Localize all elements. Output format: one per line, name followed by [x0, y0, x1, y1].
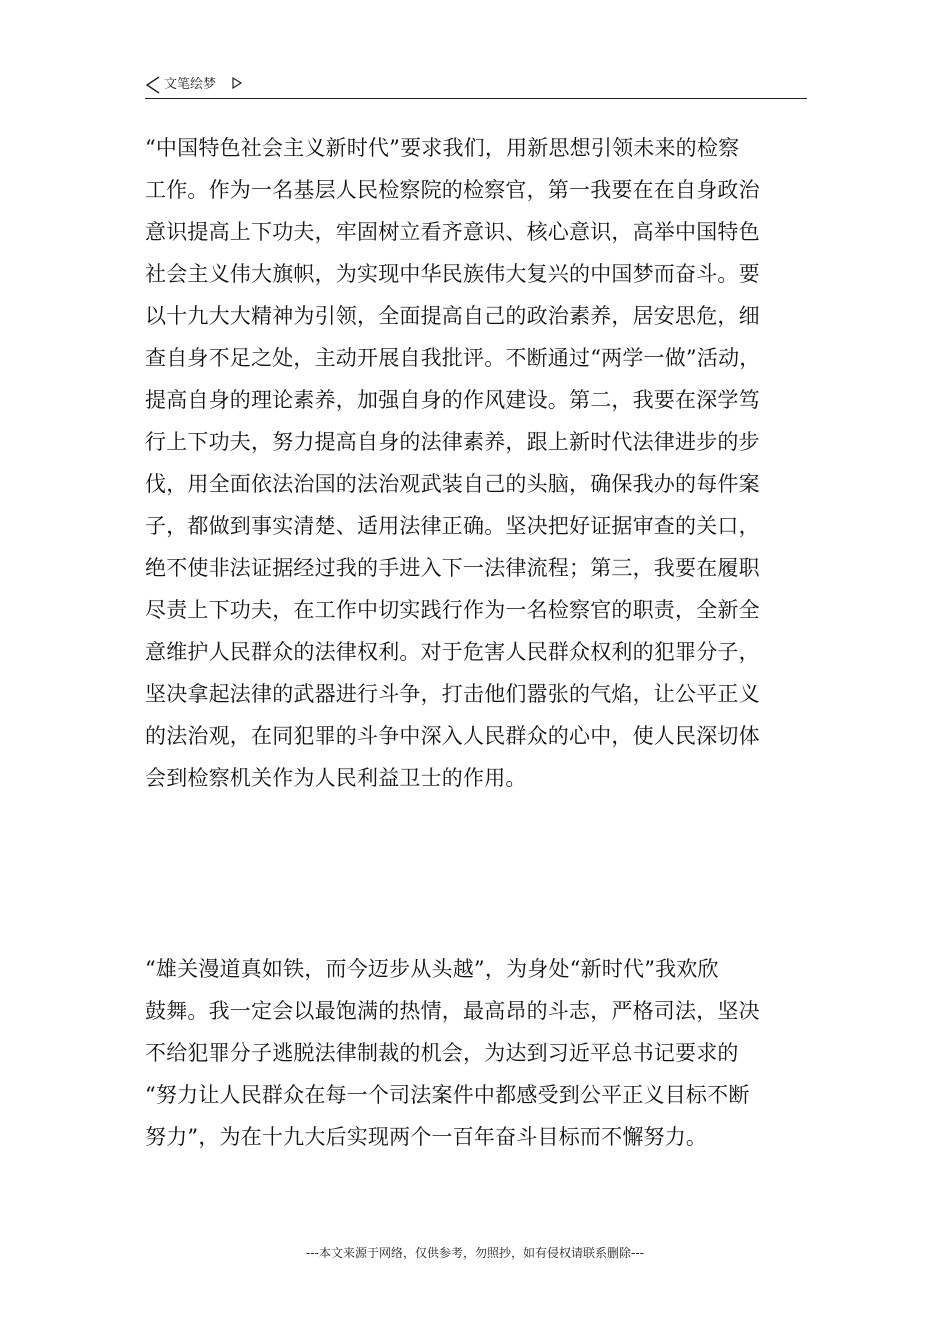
paragraph-line: 社会主义伟大旗帜，为实现中华民族伟大复兴的中国梦而奋斗。要: [145, 262, 760, 286]
paragraph-line: 不给犯罪分子逃脱法律制裁的机会，为达到习近平总书记要求的: [145, 1041, 739, 1065]
paragraph-line: 行上下功夫，努力提高自身的法律素养，跟上新时代法律进步的步: [145, 430, 760, 454]
paragraph-line: 努力”，为在十九大后实现两个一百年奋斗目标而不懈努力。: [145, 1125, 708, 1149]
paragraph-line: “中国特色社会主义新时代”要求我们，用新思想引领未来的检察: [145, 136, 740, 160]
page-footer: ---本文来源于网络，仅供参考，勿照抄，如有侵权请联系删除---: [306, 1246, 644, 1260]
body-paragraph-1: [145, 127, 815, 799]
paragraph-line: 尽责上下功夫，在工作中切实践行作为一名检察官的职责，全新全: [145, 598, 760, 622]
paragraph-line: 提高自身的理论素养，加强自身的作风建设。第二，我要在深学笃: [145, 388, 760, 412]
paragraph-line: 的法治观，在同犯罪的斗争中深入人民群众的心中，使人民深切体: [145, 724, 760, 748]
paragraph-line: 伐，用全面依法治国的法治观武装自己的头脑，确保我办的每件案: [145, 472, 760, 496]
body-paragraph-2: [145, 948, 815, 1158]
triangle-right-icon: [231, 77, 243, 89]
paragraph-line: 子，都做到事实清楚、适用法律正确。坚决把好证据审查的关口，: [145, 514, 760, 538]
paragraph-line: 鼓舞。我一定会以最饱满的热情，最高昂的斗志，严格司法，坚决: [145, 999, 760, 1023]
paragraph-line: “努力让人民群众在每一个司法案件中都感受到公平正义目标不断: [145, 1083, 750, 1107]
triangle-left-icon: [145, 76, 161, 94]
page-header: [145, 74, 807, 99]
paragraph-line: 绝不使非法证据经过我的手进入下一法律流程；第三，我要在履职: [145, 556, 760, 580]
paragraph-line: 意维护人民群众的法律权利。对于危害人民群众权利的犯罪分子，: [145, 640, 760, 664]
paragraph-line: 查自身不足之处，主动开展自我批评。不断通过“两学一做”活动，: [145, 346, 761, 370]
paragraph-line: 坚决拿起法律的武器进行斗争，打击他们嚣张的气焰，让公平正义: [145, 682, 760, 706]
paragraph-line: 工作。作为一名基层人民检察院的检察官，第一我要在在自身政治: [145, 178, 760, 202]
paragraph-line: “雄关漫道真如铁，而今迈步从头越”，为身处“新时代”我欢欣: [145, 957, 719, 981]
header-title: 文笔绘梦: [164, 77, 217, 92]
paragraph-line: 以十九大大精神为引领，全面提高自己的政治素养，居安思危，细: [145, 304, 760, 328]
paragraph-line: 会到检察机关作为人民利益卫士的作用。: [145, 766, 527, 790]
paragraph-line: 意识提高上下功夫，牢固树立看齐意识、核心意识，高举中国特色: [145, 220, 760, 244]
